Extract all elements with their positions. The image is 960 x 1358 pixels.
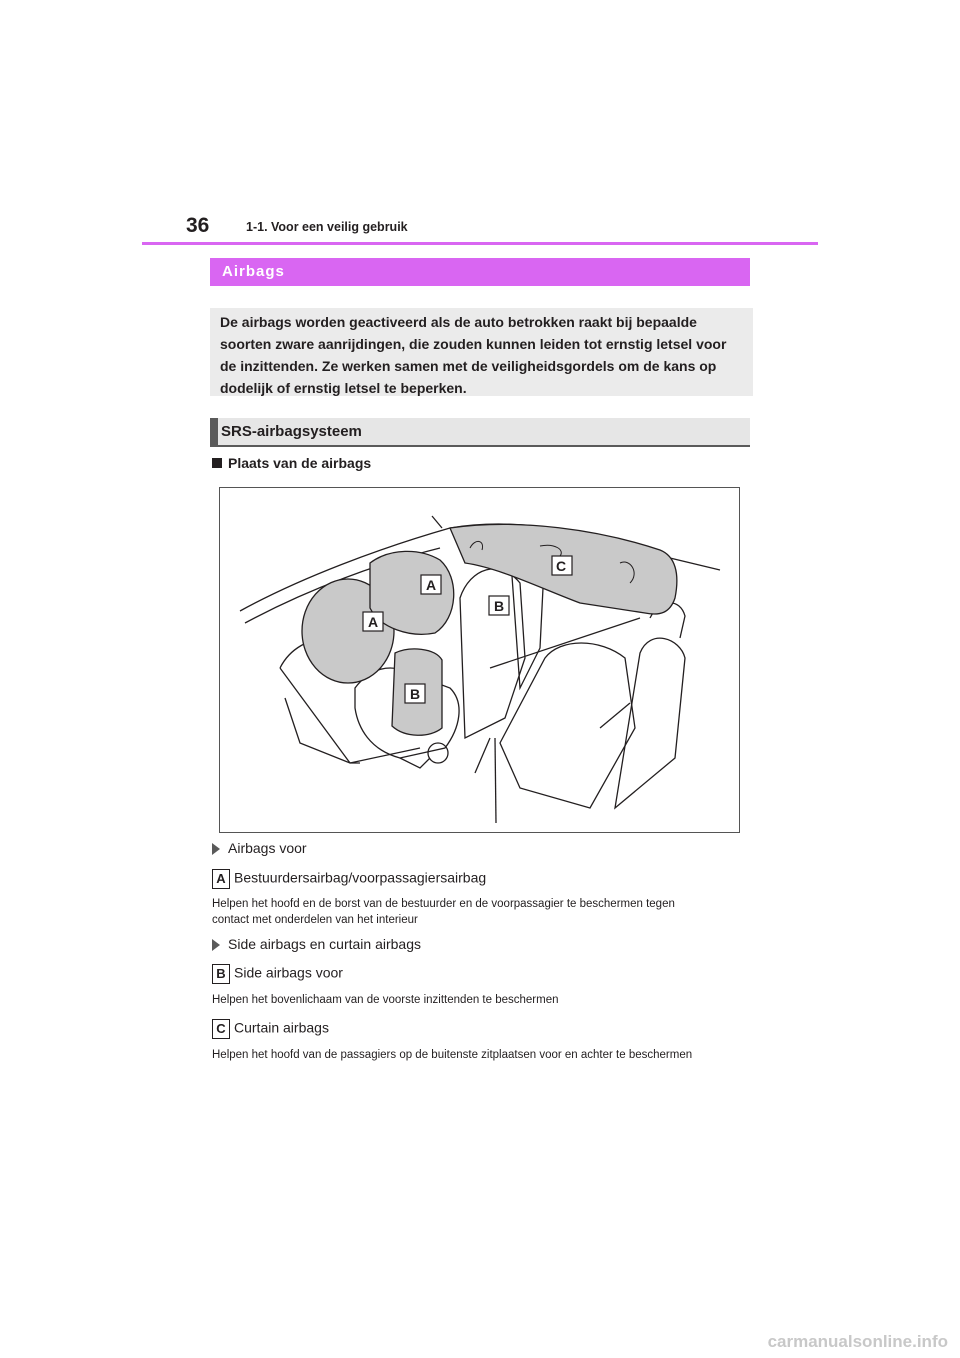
label-a: A bbox=[426, 577, 437, 593]
airbags-banner: Airbags bbox=[210, 258, 750, 286]
arrow-right-icon bbox=[212, 843, 220, 855]
square-bullet-icon bbox=[212, 458, 222, 468]
section-path: 1-1. Voor een veilig gebruik bbox=[246, 220, 408, 234]
arrow-right-icon bbox=[212, 939, 220, 951]
letter-b-box: B bbox=[212, 964, 230, 984]
label-b: B bbox=[410, 686, 421, 702]
entry-c bbox=[212, 1019, 329, 1039]
letter-a-box: A bbox=[212, 869, 230, 889]
group-title: Side airbags en curtain airbags bbox=[228, 936, 422, 952]
entry-b-label: Side airbags voor bbox=[234, 964, 343, 981]
group-title: Airbags voor bbox=[228, 840, 307, 856]
intro-line: de inzittenden. Ze werken samen met de veiligheidsgordels om de kans op bbox=[220, 358, 717, 374]
entry-b-description: Helpen het bovenlichaam van de voorste inzittenden te beschermen bbox=[212, 994, 559, 1006]
group-side-curtain bbox=[212, 936, 421, 952]
entry-c-label: Curtain airbags bbox=[234, 1019, 329, 1036]
letter-c-box: C bbox=[212, 1019, 230, 1039]
label-b: B bbox=[494, 598, 505, 614]
airbag-illustration bbox=[219, 487, 740, 833]
desc-line: Helpen het hoofd en de borst van de bestuurder en de voorpassagier te beschermen tegen bbox=[212, 898, 675, 910]
srs-heading: SRS-airbagsysteem bbox=[210, 418, 750, 447]
intro-line: De airbags worden geactiveerd als de auto betrokken raakt bij bepaalde bbox=[220, 314, 697, 330]
entry-a bbox=[212, 869, 486, 889]
subheading: Plaats van de airbags bbox=[228, 455, 372, 471]
subheading-row bbox=[212, 455, 371, 471]
entry-a-description bbox=[212, 896, 675, 928]
label-c: C bbox=[556, 558, 567, 574]
entry-a-label: Bestuurdersairbag/voorpassagiersairbag bbox=[234, 869, 487, 886]
intro-line: dodelijk of ernstig letsel te beperken. bbox=[220, 380, 467, 396]
page-number: 36 bbox=[186, 214, 210, 237]
header-rule bbox=[142, 242, 818, 245]
watermark: carmanualsonline.info bbox=[767, 1332, 948, 1351]
intro-box bbox=[210, 308, 753, 396]
intro-line: soorten zware aanrijdingen, die zouden kunnen leiden tot ernstig letsel voor bbox=[220, 336, 727, 352]
label-a: A bbox=[368, 614, 379, 630]
desc-line: contact met onderdelen van het interieur bbox=[212, 914, 418, 926]
entry-b bbox=[212, 964, 343, 984]
group-airbags-voor bbox=[212, 840, 307, 856]
car-interior-airbag-diagram bbox=[220, 488, 739, 832]
entry-c-description: Helpen het hoofd van de passagiers op de buitenste zitplaatsen voor en achter te beschermen bbox=[212, 1049, 693, 1061]
